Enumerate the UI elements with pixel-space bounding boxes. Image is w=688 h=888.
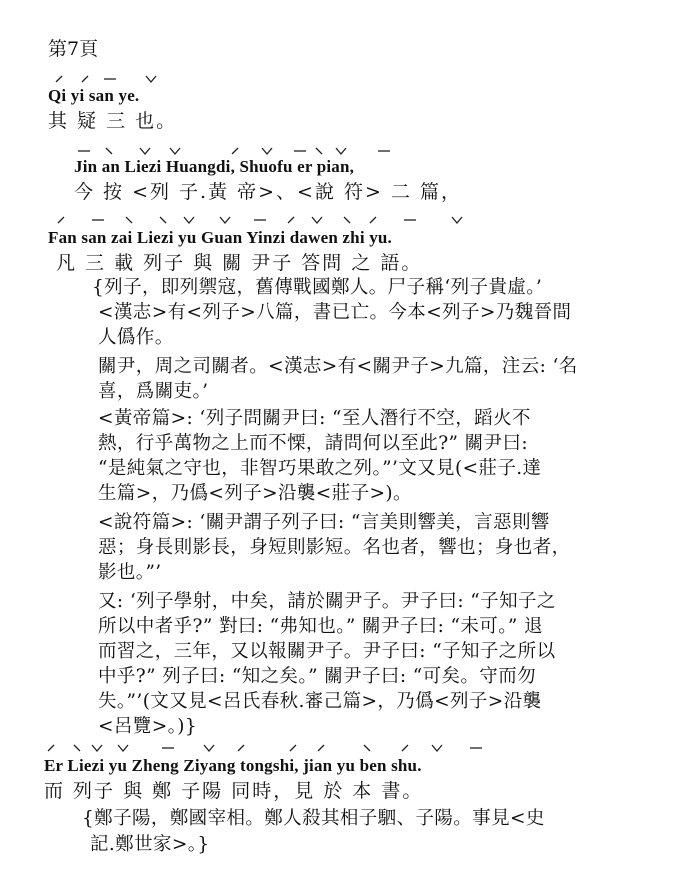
tone-mark (184, 217, 194, 223)
pinyin-line: Qi yi san ye. (48, 86, 140, 105)
note-line: 記.鄭世家>。} (90, 834, 210, 855)
chinese-line: 其 疑 三 也。 (48, 110, 178, 132)
tone-mark (370, 217, 376, 223)
note-line: 失。”’(文又見<呂氏春秋.審己篇>，乃僞<列子>沿襲 (98, 691, 542, 712)
note-line: 又: ‘列子學射，中矣，請於關尹子。尹子曰: “子知子之 (98, 591, 556, 612)
tone-mark (56, 76, 62, 82)
tone-mark (160, 217, 166, 223)
note-line: <呂覽>。)} (98, 716, 198, 737)
note-line: 熱，行乎萬物之上而不慄，請問何以至此?” 關尹曰: (98, 433, 528, 454)
tone-mark (344, 217, 350, 223)
tone-mark (106, 148, 112, 154)
tone-mark (316, 148, 322, 154)
tone-mark (262, 148, 272, 154)
pinyin-line: Er Liezi yu Zheng Ziyang tongshi, jian yu ben shu. (44, 756, 422, 775)
tone-mark (452, 217, 462, 223)
tone-mark (118, 745, 128, 751)
tone-mark (58, 217, 64, 223)
note-line: “是純氣之守也，非智巧果敢之列。”’文又見(<莊子.達 (98, 458, 542, 479)
note-line: <說符篇>: ‘關尹謂子列子曰: “言美則響美，言惡則響 (98, 512, 550, 533)
tone-mark (232, 148, 238, 154)
tone-mark (238, 745, 244, 751)
tone-mark (432, 745, 442, 751)
tone-mark (140, 148, 150, 154)
pinyin-line: Jin an Liezi Huangdi, Shuofu er pian, (74, 157, 355, 176)
tone-mark (288, 217, 294, 223)
note-line: 關尹，周之司關者。<漢志>有<關尹子>九篇，注云: ‘名 (98, 356, 578, 377)
tone-mark (74, 745, 80, 751)
chinese-line: 凡 三 載 列子 與 關 尹子 答問 之 語。 (56, 252, 423, 274)
tone-mark (318, 745, 324, 751)
tone-mark (220, 217, 230, 223)
note-line: 中乎?” 列子曰: “知之矣。” 關尹子曰: “可矣。守而勿 (98, 666, 536, 687)
tone-mark (402, 745, 408, 751)
tone-mark (126, 217, 132, 223)
note-line: 影也。”’ (98, 562, 162, 583)
pinyin-line: Fan san zai Liezi yu Guan Yinzi dawen zhi yu. (48, 228, 393, 247)
tone-mark (48, 745, 54, 751)
note-line: <黃帝篇>: ‘列子問關尹曰: “至人潛行不空，蹈火不 (98, 408, 531, 429)
note-line: 生篇>，乃僞<列子>沿襲<莊子>)。 (98, 483, 412, 504)
tone-mark (204, 745, 214, 751)
note-line: 人僞作。 (98, 327, 174, 348)
tone-mark (82, 76, 88, 82)
note-line: 喜，爲關吏。’ (98, 381, 209, 402)
note-line: 而習之，三年，又以報關尹子。尹子曰: “子知子之所以 (98, 641, 556, 662)
chinese-line: 今 按 <列 子.黃 帝>、<說 符> 二 篇， (74, 181, 462, 203)
note-line: {鄭子陽，鄭國宰相。鄭人殺其相子駟、子陽。事見<史 (82, 808, 545, 829)
tone-mark (336, 148, 346, 154)
tone-mark (146, 76, 156, 82)
note-line: {列子，即列禦寇，舊傳戰國鄭人。尸子稱‘列子貴虛。’ (92, 277, 543, 298)
note-line: 所以中者乎?” 對曰: “弗知也。” 關尹子曰: “未可。” 退 (98, 616, 543, 637)
page-number: 第7頁 (48, 38, 99, 60)
tone-mark (364, 745, 370, 751)
note-line: 惡；身長則影長，身短則影短。名也者，響也；身也者， (98, 537, 571, 558)
tone-mark (92, 745, 102, 751)
tone-mark (170, 148, 180, 154)
chinese-line: 而 列子 與 鄭 子陽 同時，見 於 本 書。 (44, 780, 424, 802)
note-line: <漢志>有<列子>八篇，書已亡。今本<列子>乃魏晉間 (98, 302, 572, 323)
tone-mark (290, 745, 296, 751)
tone-mark (312, 217, 322, 223)
